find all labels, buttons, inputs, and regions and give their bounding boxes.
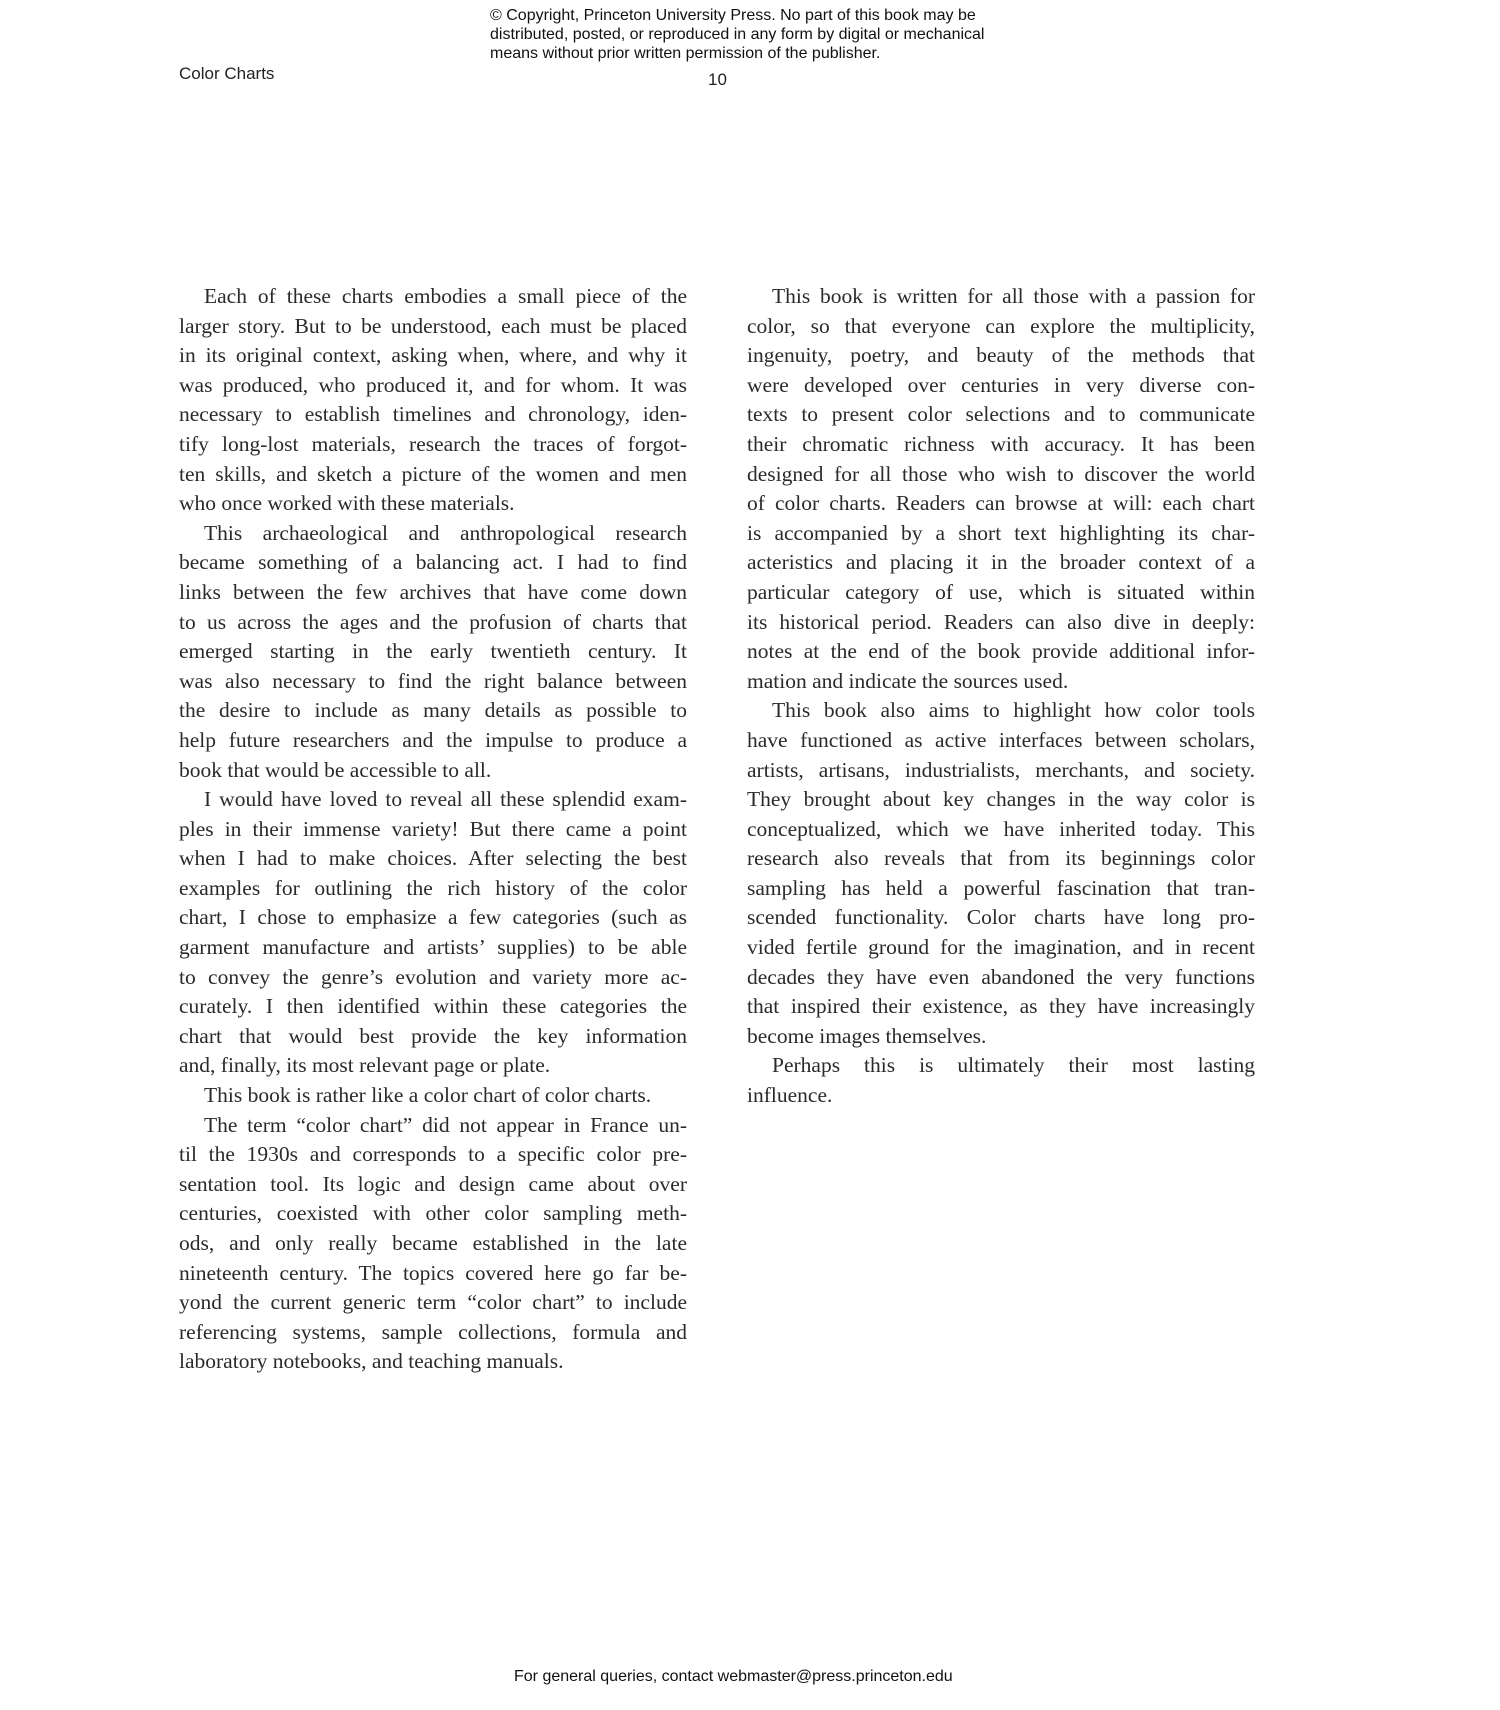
text-line: sentation tool. Its logic and design came about over	[179, 1171, 687, 1196]
text-line: This book is written for all those with a passion for	[772, 284, 1255, 308]
copyright-line: © Copyright, Princeton University Press. No part of this book may be	[490, 7, 976, 24]
text-line: to us across the ages and the profusion of charts that	[179, 609, 687, 634]
text-line: in its original context, asking when, where, and why it	[179, 343, 687, 368]
text-line: nineteenth century. The topics covered here go far be-	[179, 1260, 687, 1285]
paragraph	[747, 1051, 1255, 1110]
text-line: acteristics and placing it in the broader context of a	[747, 550, 1255, 575]
text-line: referencing systems, sample collections, formula and	[179, 1319, 687, 1344]
text-line: designed for all those who wish to discover the world	[747, 461, 1255, 486]
text-line: scended functionality. Color charts have long pro-	[747, 905, 1255, 930]
text-line: was produced, who produced it, and for whom. It was	[179, 372, 687, 397]
paragraph	[747, 282, 1255, 696]
text-line: become images themselves.	[747, 1023, 987, 1048]
text-line: their chromatic richness with accuracy. It has been	[747, 431, 1255, 456]
text-line: chart that would best provide the key information	[179, 1023, 687, 1048]
paragraph	[179, 519, 687, 785]
text-line: and, finally, its most relevant page or plate.	[179, 1053, 551, 1078]
text-line: vided fertile ground for the imagination, and in recent	[747, 935, 1255, 960]
paragraph	[747, 696, 1255, 1051]
text-line: conceptualized, which we have inherited today. This	[747, 816, 1255, 841]
text-line: necessary to establish timelines and chronology, iden-	[179, 402, 687, 427]
text-line: This book also aims to highlight how color tools	[772, 698, 1255, 723]
text-line: its historical period. Readers can also dive in deeply:	[747, 609, 1255, 634]
text-column-left	[179, 282, 687, 1377]
text-line: emerged starting in the early twentieth century. It	[179, 639, 687, 664]
text-line: tify long-lost materials, research the traces of forgot-	[179, 431, 687, 456]
text-line: mation and indicate the sources used.	[747, 668, 1069, 693]
text-line: to convey the genre’s evolution and variety more ac-	[179, 964, 687, 989]
text-line: is accompanied by a short text highlighting its char-	[747, 520, 1255, 545]
text-line: larger story. But to be understood, each must be placed	[179, 313, 687, 338]
text-line: ingenuity, poetry, and beauty of the methods that	[747, 343, 1255, 368]
text-line: Perhaps this is ultimately their most lasting	[772, 1053, 1255, 1078]
text-line: curately. I then identified within these categories the	[179, 994, 687, 1019]
text-line: ods, and only really became established in the late	[179, 1231, 687, 1255]
text-line: ples in their immense variety! But there came a point	[179, 816, 687, 841]
text-line: laboratory notebooks, and teaching manuals.	[179, 1349, 564, 1374]
text-line: This book is rather like a color chart of color charts.	[204, 1083, 652, 1108]
text-line: examples for outlining the rich history of the color	[179, 875, 687, 900]
text-line: became something of a balancing act. I had to find	[179, 550, 687, 575]
text-line: chart, I chose to emphasize a few categories (such as	[179, 905, 687, 930]
copyright-notice	[490, 6, 984, 63]
text-line: when I had to make choices. After selecting the best	[179, 846, 687, 871]
text-column-right	[747, 282, 1255, 1111]
page-number: 10	[708, 70, 727, 89]
text-line: texts to present color selections and to communicate	[747, 402, 1255, 427]
paragraph	[179, 785, 687, 1081]
footer-contact: For general queries, contact webmaster@press.princeton.edu	[514, 1668, 953, 1685]
text-line: I would have loved to reveal all these splendid exam-	[204, 787, 687, 812]
text-line: centuries, coexisted with other color sampling meth-	[179, 1201, 687, 1226]
text-line: yond the current generic term “color chart” to include	[179, 1290, 687, 1315]
text-line: They brought about key changes in the way color is	[747, 787, 1255, 812]
text-line: influence.	[747, 1083, 833, 1108]
text-line: have functioned as active interfaces between scholars,	[747, 727, 1255, 752]
text-line: til the 1930s and corresponds to a specific color pre-	[179, 1142, 687, 1167]
text-line: book that would be accessible to all.	[179, 757, 492, 782]
text-line: the desire to include as many details as possible to	[179, 698, 687, 723]
paragraph	[179, 282, 687, 519]
text-line: who once worked with these materials.	[179, 491, 515, 516]
text-line: color, so that everyone can explore the multiplicity,	[747, 313, 1255, 338]
text-line: This archaeological and anthropological research	[204, 520, 687, 545]
copyright-line: distributed, posted, or reproduced in any form by digital or mechanical	[490, 26, 985, 43]
text-line: sampling has held a powerful fascination that tran-	[747, 875, 1255, 900]
text-line: help future researchers and the impulse to produce a	[179, 727, 687, 752]
text-line: of color charts. Readers can browse at will: each chart	[747, 491, 1255, 516]
paragraph	[179, 1081, 687, 1111]
paragraph	[179, 1111, 687, 1377]
text-line: notes at the end of the book provide additional infor-	[747, 639, 1255, 664]
text-line: particular category of use, which is situated within	[747, 579, 1255, 604]
text-line: Each of these charts embodies a small piece of the	[204, 284, 687, 308]
text-line: research also reveals that from its beginnings color	[747, 846, 1255, 871]
text-line: was also necessary to find the right balance between	[179, 668, 687, 693]
text-line: that inspired their existence, as they have increasingly	[747, 994, 1255, 1019]
copyright-line: means without prior written permission of the publisher.	[490, 45, 881, 62]
text-line: The term “color chart” did not appear in France un-	[204, 1112, 687, 1137]
text-line: artists, artisans, industrialists, merchants, and society.	[747, 757, 1255, 782]
running-head: Color Charts	[179, 64, 275, 83]
text-line: garment manufacture and artists’ supplies) to be able	[179, 935, 687, 960]
text-line: ten skills, and sketch a picture of the women and men	[179, 461, 687, 486]
text-line: links between the few archives that have come down	[179, 579, 687, 604]
text-line: decades they have even abandoned the very functions	[747, 964, 1255, 989]
text-line: were developed over centuries in very diverse con-	[747, 372, 1255, 397]
